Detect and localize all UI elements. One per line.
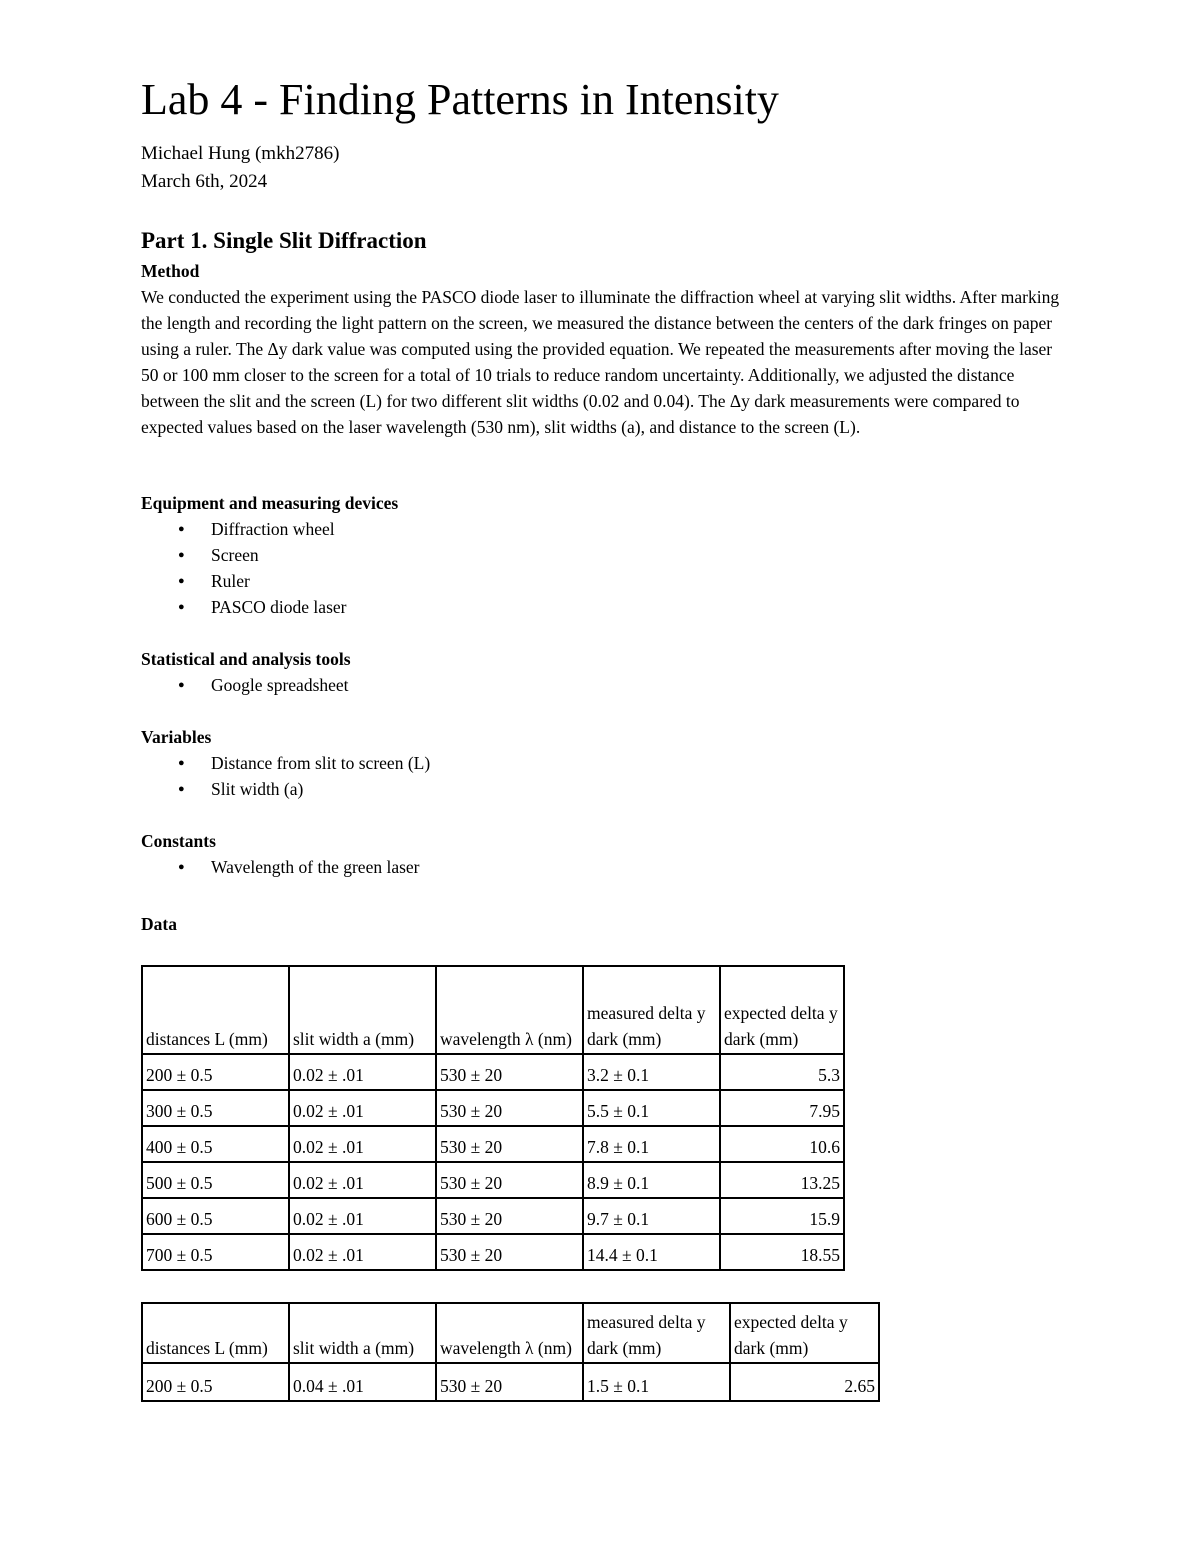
table-header-cell: wavelength λ (nm) [436, 966, 583, 1054]
variables-label: Variables [141, 727, 212, 747]
table-cell: 3.2 ± 0.1 [583, 1054, 720, 1090]
table-cell: 5.3 [720, 1054, 844, 1090]
variables-section [141, 724, 1061, 802]
table-cell: 14.4 ± 0.1 [583, 1234, 720, 1270]
equipment-list [141, 516, 1061, 620]
data-table-2 [141, 1302, 880, 1402]
document-title: Lab 4 - Finding Patterns in Intensity [141, 75, 779, 124]
table-cell: 530 ± 20 [436, 1363, 583, 1401]
tools-section [141, 646, 1061, 698]
list-item: ● Google spreadsheet [211, 672, 1061, 698]
table-header-cell: slit width a (mm) [289, 966, 436, 1054]
table-header-cell: measured delta y dark (mm) [583, 966, 720, 1054]
table-row [142, 1054, 844, 1090]
table-cell: 530 ± 20 [436, 1054, 583, 1090]
equipment-section [141, 490, 1061, 620]
table-cell: 1.5 ± 0.1 [583, 1363, 730, 1401]
list-item: ● Slit width (a) [211, 776, 1061, 802]
table-cell: 300 ± 0.5 [142, 1090, 289, 1126]
table-cell: 13.25 [720, 1162, 844, 1198]
table-header-cell: expected delta y dark (mm) [730, 1303, 879, 1363]
table-cell: 530 ± 20 [436, 1162, 583, 1198]
table-cell: 200 ± 0.5 [142, 1363, 289, 1401]
table-header-row [142, 966, 844, 1054]
table-cell: 500 ± 0.5 [142, 1162, 289, 1198]
table-cell: 0.02 ± .01 [289, 1162, 436, 1198]
table-cell: 9.7 ± 0.1 [583, 1198, 720, 1234]
part1-heading: Part 1. Single Slit Diffraction [141, 228, 427, 253]
table-header-row [142, 1303, 879, 1363]
table-cell: 530 ± 20 [436, 1090, 583, 1126]
date-line: March 6th, 2024 [141, 171, 268, 192]
table-cell: 0.02 ± .01 [289, 1126, 436, 1162]
table-cell: 530 ± 20 [436, 1234, 583, 1270]
list-item: ● Ruler [211, 568, 1061, 594]
method-label: Method [141, 261, 200, 281]
table-cell: 0.02 ± .01 [289, 1090, 436, 1126]
table-header-cell: distances L (mm) [142, 966, 289, 1054]
list-item: ● Diffraction wheel [211, 516, 1061, 542]
table-cell: 7.8 ± 0.1 [583, 1126, 720, 1162]
data-table-1 [141, 965, 845, 1271]
list-item: ● Wavelength of the green laser [211, 854, 1061, 880]
tools-list [141, 672, 1061, 698]
document-meta [141, 140, 339, 196]
table-cell: 18.55 [720, 1234, 844, 1270]
table-row [142, 1234, 844, 1270]
table-cell: 700 ± 0.5 [142, 1234, 289, 1270]
table-row [142, 1090, 844, 1126]
table-cell: 2.65 [730, 1363, 879, 1401]
variables-list [141, 750, 1061, 802]
author-line: Michael Hung (mkh2786) [141, 143, 340, 164]
constants-section [141, 828, 1061, 880]
table-header-cell: slit width a (mm) [289, 1303, 436, 1363]
table-cell: 8.9 ± 0.1 [583, 1162, 720, 1198]
data-label: Data [141, 914, 177, 934]
list-item: ● Screen [211, 542, 1061, 568]
constants-list [141, 854, 1061, 880]
table-cell: 0.02 ± .01 [289, 1054, 436, 1090]
table-cell: 600 ± 0.5 [142, 1198, 289, 1234]
table-row [142, 1363, 879, 1401]
list-item: ● Distance from slit to screen (L) [211, 750, 1061, 776]
table-cell: 200 ± 0.5 [142, 1054, 289, 1090]
table-header-cell: measured delta y dark (mm) [583, 1303, 730, 1363]
table-header-cell: distances L (mm) [142, 1303, 289, 1363]
table-cell: 5.5 ± 0.1 [583, 1090, 720, 1126]
table-cell: 7.95 [720, 1090, 844, 1126]
equipment-label: Equipment and measuring devices [141, 493, 399, 513]
table-cell: 400 ± 0.5 [142, 1126, 289, 1162]
constants-label: Constants [141, 831, 216, 851]
table-row [142, 1162, 844, 1198]
table-cell: 10.6 [720, 1126, 844, 1162]
table-cell: 530 ± 20 [436, 1126, 583, 1162]
tools-label: Statistical and analysis tools [141, 649, 351, 669]
table-row [142, 1198, 844, 1234]
method-section [141, 258, 1061, 440]
list-item: ● PASCO diode laser [211, 594, 1061, 620]
table-cell: 530 ± 20 [436, 1198, 583, 1234]
table-cell: 0.04 ± .01 [289, 1363, 436, 1401]
table-header-cell: expected delta y dark (mm) [720, 966, 844, 1054]
method-paragraph: We conducted the experiment using the PASCO diode laser to illuminate the diffraction wheel at varying slit widths. After marking the length and recording the light pattern on the screen, we measured the distance between the centers of the dark fringes on paper using a ruler. The Δy dark value was computed using the provided equation. We repeated the measurements after moving the laser 50 or 100 mm closer to the screen for a total of 10 trials to reduce random uncertainty. Additionally, we adjusted the distance between the slit and the screen (L) for two different slit widths (0.02 and 0.04). The Δy dark measurements were compared to expected values based on the laser wavelength (530 nm), slit widths (a), and distance to the screen (L). [141, 287, 1060, 437]
table-row [142, 1126, 844, 1162]
table-cell: 15.9 [720, 1198, 844, 1234]
table-header-cell: wavelength λ (nm) [436, 1303, 583, 1363]
table-cell: 0.02 ± .01 [289, 1234, 436, 1270]
table-cell: 0.02 ± .01 [289, 1198, 436, 1234]
